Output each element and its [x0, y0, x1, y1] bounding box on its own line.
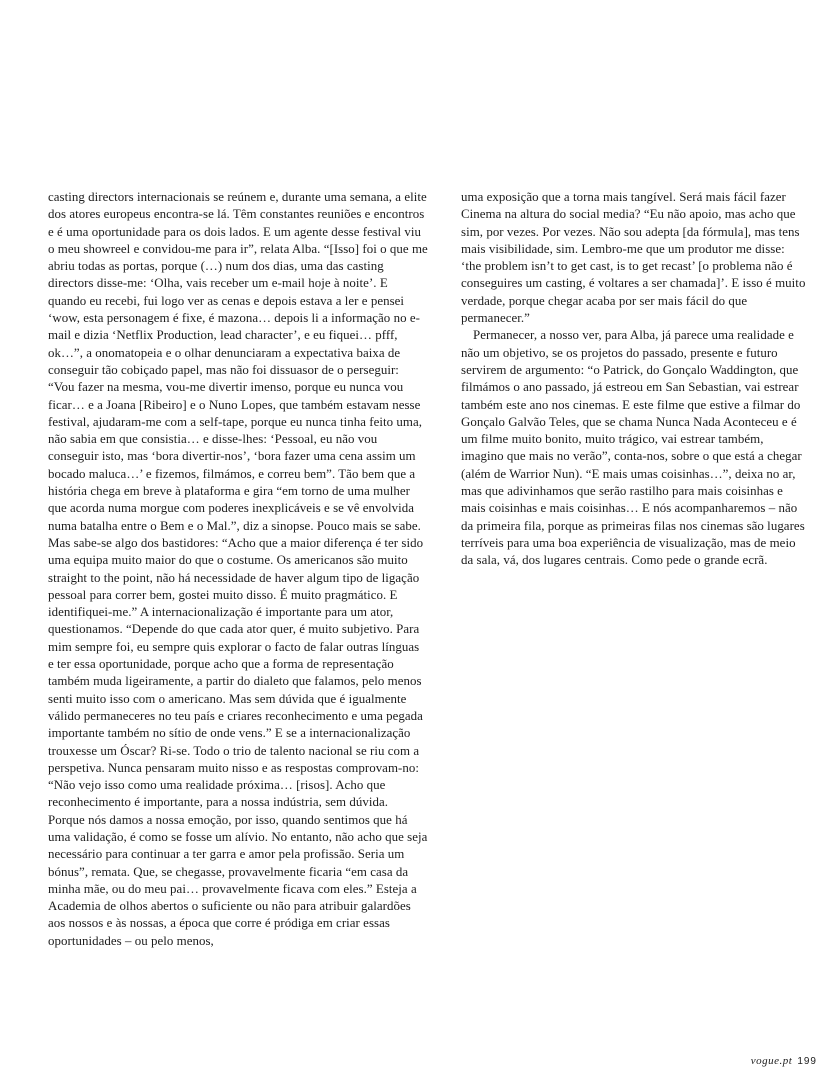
page-footer	[751, 1055, 817, 1067]
article-paragraph: Permanecer, a nosso ver, para Alba, já parece uma realidade e não um objetivo, se os projetos do passado, presente e futuro servirem de argumento: “o Patrick, do Gonçalo Waddington, que filmámos o ano passado, já estreou em San Sebastian, vai estrear também este ano nos cinemas. E este filme que estive a filmar do Gonçalo Galvão Teles, que se chama Nunca Nada Aconteceu e é um filme muito bonito, muito trágico, vai estrear também, imagino que mais no verão”, conta-nos, sobre o que está a chegar (além de Warrior Nun). “E mais umas coisinhas…”, deixa no ar, mas que adivinhamos que serão rastilho para mais coisinhas e mais coisinhas e mais coisinhas… E nós acompanharemos – não da primeira fila, porque as primeiras filas nos cinemas são lugares terríveis para uma boa experiência de visualização, mas de meio da sala, vá, dos lugares centrais. Como pede o grande ecrã.	[461, 328, 805, 568]
page-number: 199	[797, 1056, 817, 1067]
article-paragraph: uma exposição que a torna mais tangível. Será mais fácil fazer Cinema na altura do social media? “Eu não apoio, mas acho que sim, por vezes. Por vezes. Não sou adepta [da fórmula], mas tens mais visibilidade, sim. Lembro-me que um produtor me disse: ‘the problem isn’t to get cast, is to get recast’ [o problema não é conseguires um casting, é voltares a ser chamada]’. E isso é muito verdade, porque chegar acaba por ser mais fácil do que permanecer.”	[461, 190, 806, 326]
article-paragraph: casting directors internacionais se reúnem e, durante uma semana, a elite dos atores europeus encontra-se lá. Têm constantes reuniões e encontros e é uma oportunidade para os dois lados. E um agente desse festival viu o meu showreel e convidou-me para ir”, relata Alba. “[Isso] foi o que me abriu todas as portas, porque (…) num dos dias, uma das casting directors disse-me: ‘Olha, vais receber um e-mail hoje à noite’. E quando eu recebi, fui logo ver as cenas e depois estava a ler e pensei ‘wow, esta personagem é fixe, é mazona… depois li a informação no e-mail e dizia ‘Netflix Production, lead character’, e eu fiquei… pfff, ok…”, a onomatopeia e o olhar denunciaram a expectativa baixa de conseguir tão cobiçado papel, mas não foi dissuasor de o perseguir: “Vou fazer na mesma, vou-me divertir imenso, porque eu nunca vou ficar… e a Joana [Ribeiro] e o Nuno Lopes, que também estavam nesse festival, ajudaram-me com a self-tape, porque eu nunca tinha feito uma, não sabia em que consistia… e disse-lhes: ‘Pessoal, eu não vou conseguir isto, mas ‘bora divertir-nos’, ‘bora fazer uma cena assim um bocado maluca…’ e fizemos, filmámos, e correu bem”. Tão bem que a história chega em breve à plataforma e gira “em torno de uma mulher que acorda numa morgue com poderes inexplicáveis e se vê envolvida numa batalha entre o Bem e o Mal.”, diz a sinopse. Pouco mais se sabe. Mas sabe-se algo dos bastidores: “Acho que a maior diferença é ter sido uma equipa muito maior do que o costume. Os americanos são muito straight to the point, não há necessidade de haver algum tipo de ligação pessoal para correr bem, gostei muito disso. É muito pragmático. E identifiquei-me.” A internacionalização é importante para um ator, questionamos. “Depende do que cada ator quer, é muito subjetivo. Para mim sempre foi, eu sempre quis explorar o facto de falar outras línguas e ter essa oportunidade, porque acho que a forma de representação também muda ligeiramente, a partir do dialeto que falamos, pelo menos senti muito isso com o americano. Mas sem dúvida que é igualmente válido permaneceres no teu país e criares reconhecimento e uma pegada importante também no sítio de onde vens.” E se a internacionalização trouxesse um Óscar? Ri-se. Todo o trio de talento nacional se riu com a perspetiva. Nunca pensaram muito nisso e as respostas comprovam-no: “Não vejo isso como uma realidade próxima… [risos]. Acho que reconhecimento é importante, para a nossa indústria, sem dúvida. Porque nós damos a nossa emoção, por isso, quando sentimos que há uma validação, é como se fosse um alívio. No entanto, não acho que seja necessário para continuar a ter garra e amor pela profissão. Seria um bónus”, remata. Que, se chegasse, provavelmente ficaria “em casa da minha mãe, ou do meu pai… provavelmente ficava com eles.” Esteja a Academia de olhos abertos o suficiente ou não para atribuir galardões aos nossos e às nossas, a época que corre é pródiga em criar essas oportunidades – ou pelo menos,	[48, 190, 428, 948]
article-column-right	[461, 189, 806, 570]
article-column-left	[48, 189, 428, 950]
magazine-brand: vogue.pt	[750, 1055, 793, 1067]
